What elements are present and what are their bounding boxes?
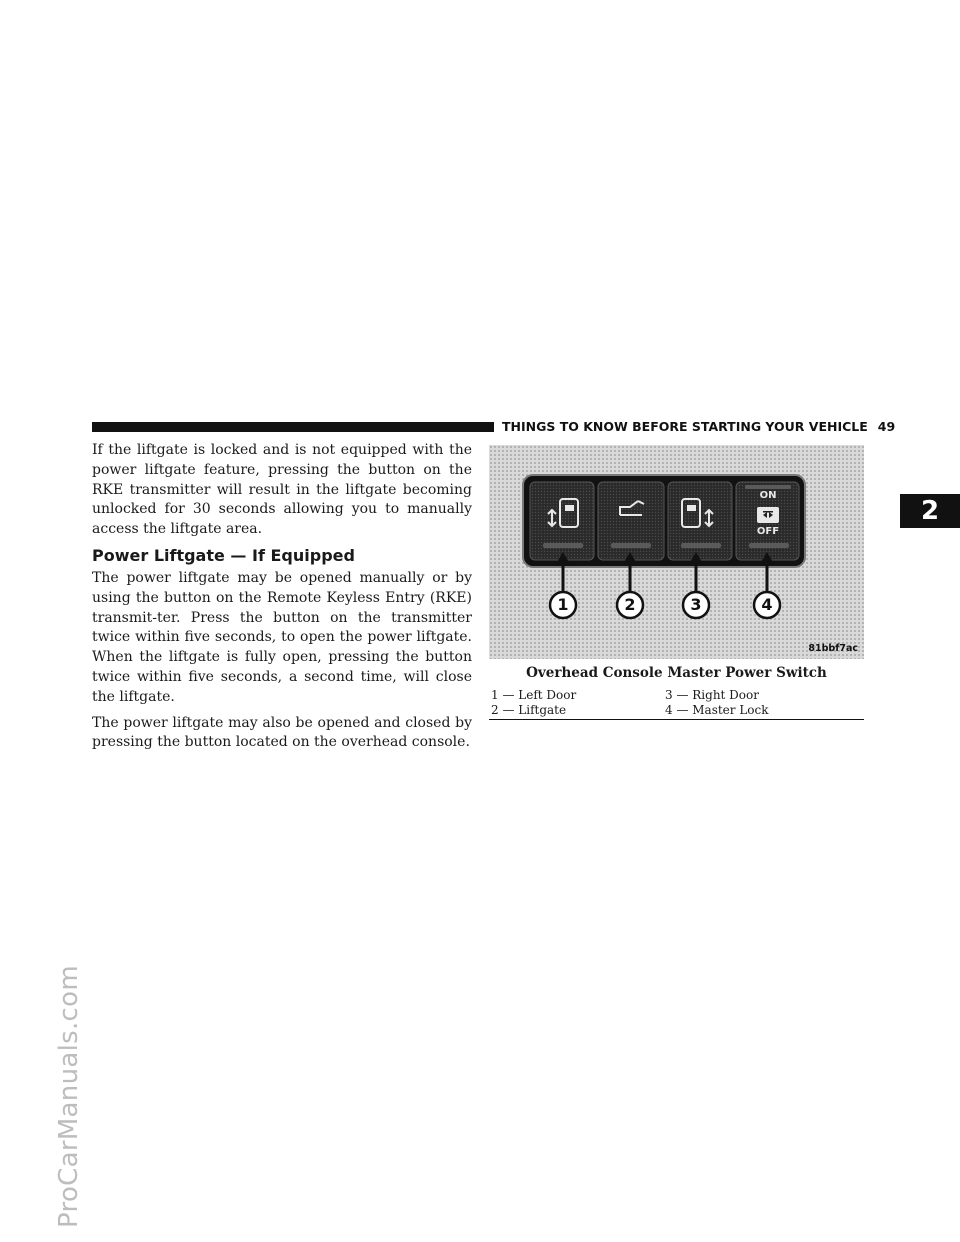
switch-off-label: OFF — [756, 526, 780, 537]
paragraph-power-liftgate: The power liftgate may be opened manually or by using the button on the Remote Keyless Entry (RKE) transmit-ter. Press the button on the transmitter twice within five seconds, to open the power liftgate. When the liftgate is fully open, pressing the button twice within five seconds, a second time, will close the liftgate. — [92, 569, 472, 705]
page-number: 49 — [877, 419, 896, 434]
legend-item-right-door: 3 — Right Door — [665, 688, 759, 702]
switch-on-label: ON — [759, 490, 777, 501]
callout-number-1: 1 — [557, 595, 569, 614]
section-heading: Power Liftgate — If Equipped — [92, 545, 355, 565]
legend-row — [491, 688, 863, 703]
callout-number-4: 4 — [761, 595, 773, 614]
watermark: ProCarManuals.com — [54, 965, 84, 1228]
header-rule — [92, 422, 494, 432]
legend-rule — [489, 719, 864, 720]
figure-legend — [491, 688, 863, 717]
running-header — [502, 419, 895, 434]
overhead-console-figure — [489, 445, 864, 659]
console-illustration — [489, 445, 864, 659]
callout-number-3: 3 — [690, 595, 702, 614]
liftgate-button — [598, 482, 664, 560]
body-column — [92, 441, 472, 753]
paragraph-overhead-console: The power liftgate may also be opened and closed by pressing the button located on the overhead console. — [92, 714, 472, 751]
left-door-button — [530, 482, 594, 560]
figure-caption: Overhead Console Master Power Switch — [526, 665, 827, 681]
legend-item-liftgate: 2 — Liftgate — [491, 702, 567, 717]
legend-item-left-door: 1 — Left Door — [491, 688, 577, 702]
header-title: THINGS TO KNOW BEFORE STARTING YOUR VEHICLE — [502, 419, 868, 434]
legend-item-master-lock: 4 — Master Lock — [665, 702, 769, 717]
callout-circles — [550, 592, 780, 618]
paragraph-liftgate-locked: If the liftgate is locked and is not equipped with the power liftgate feature, pressing the button on the RKE transmitter will result in the liftgate becoming unlocked for 30 seconds allowing you to manually access the liftgate area. — [92, 442, 472, 538]
callout-number-2: 2 — [624, 595, 636, 614]
chapter-tab: 2 — [900, 494, 960, 528]
right-door-button — [668, 482, 732, 560]
image-code: 81bbf7ac — [808, 643, 858, 654]
legend-row — [491, 703, 863, 718]
